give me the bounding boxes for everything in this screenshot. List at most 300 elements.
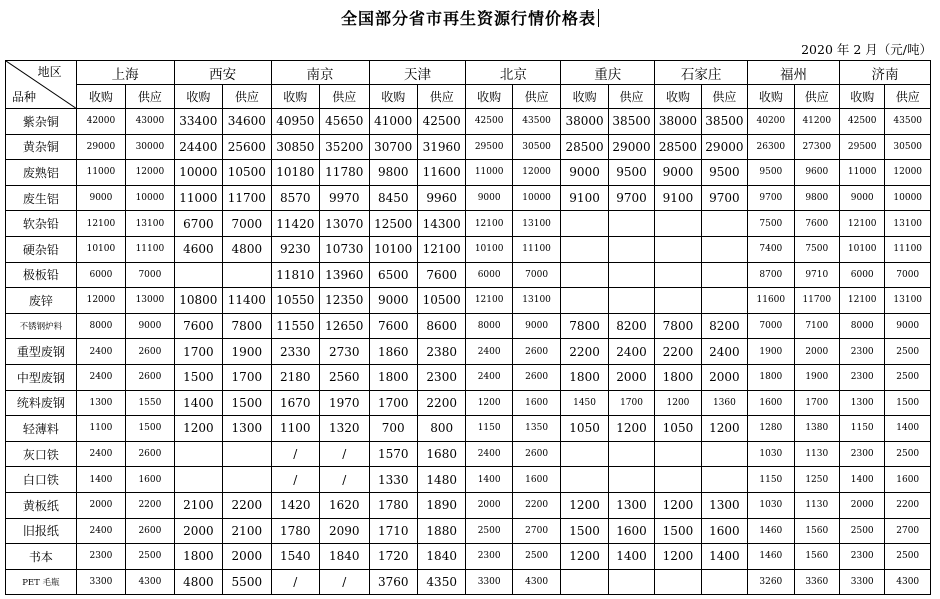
price-cell: 1150 bbox=[839, 416, 884, 442]
price-cell: 38500 bbox=[608, 109, 654, 135]
sell-subheader: 供应 bbox=[701, 85, 747, 109]
city-header: 西安 bbox=[174, 61, 271, 85]
price-cell bbox=[701, 569, 747, 595]
city-header: 上海 bbox=[76, 61, 174, 85]
price-cell: 1600 bbox=[512, 467, 560, 493]
price-cell: 2400 bbox=[701, 339, 747, 365]
text-cursor bbox=[598, 9, 599, 27]
price-cell: 8700 bbox=[748, 262, 794, 288]
corner-header bbox=[6, 61, 77, 109]
price-cell: 1680 bbox=[417, 441, 465, 467]
price-cell: 1350 bbox=[512, 416, 560, 442]
price-cell: 2000 bbox=[794, 339, 839, 365]
price-cell: 1500 bbox=[174, 364, 222, 390]
price-cell: 2560 bbox=[320, 364, 369, 390]
price-cell: 29000 bbox=[608, 134, 654, 160]
price-cell: 3360 bbox=[794, 569, 839, 595]
price-cell bbox=[561, 441, 608, 467]
price-cell: 800 bbox=[417, 416, 465, 442]
price-cell: 6000 bbox=[839, 262, 884, 288]
city-header: 重庆 bbox=[561, 61, 655, 85]
price-cell: 1050 bbox=[655, 416, 701, 442]
price-cell: 1600 bbox=[701, 518, 747, 544]
price-cell: 1710 bbox=[369, 518, 417, 544]
table-row bbox=[6, 339, 931, 365]
city-header: 福州 bbox=[748, 61, 840, 85]
price-cell: 1300 bbox=[608, 492, 654, 518]
price-cell: 14300 bbox=[417, 211, 465, 237]
price-cell: 38000 bbox=[655, 109, 701, 135]
price-cell: 12100 bbox=[839, 211, 884, 237]
price-cell bbox=[223, 467, 271, 493]
price-cell: 9500 bbox=[748, 160, 794, 186]
price-cell: 1500 bbox=[126, 416, 174, 442]
price-cell: 7500 bbox=[794, 236, 839, 262]
price-cell: 30700 bbox=[369, 134, 417, 160]
price-cell: 1600 bbox=[608, 518, 654, 544]
price-cell bbox=[561, 467, 608, 493]
price-cell: 13100 bbox=[512, 211, 560, 237]
price-cell: 12000 bbox=[512, 160, 560, 186]
sell-subheader: 供应 bbox=[512, 85, 560, 109]
price-cell: 1840 bbox=[320, 544, 369, 570]
price-cell: 4800 bbox=[223, 236, 271, 262]
price-cell: 1970 bbox=[320, 390, 369, 416]
price-cell: 45650 bbox=[320, 109, 369, 135]
price-cell: 38000 bbox=[561, 109, 608, 135]
price-cell: 41200 bbox=[794, 109, 839, 135]
sell-subheader: 供应 bbox=[320, 85, 369, 109]
price-cell: 10100 bbox=[369, 236, 417, 262]
price-cell: 9700 bbox=[748, 185, 794, 211]
table-row bbox=[6, 569, 931, 595]
price-cell bbox=[608, 262, 654, 288]
sell-subheader: 供应 bbox=[794, 85, 839, 109]
price-cell: 2200 bbox=[417, 390, 465, 416]
price-cell: 11100 bbox=[885, 236, 931, 262]
price-cell: 4300 bbox=[126, 569, 174, 595]
price-cell: 11780 bbox=[320, 160, 369, 186]
price-cell: 1500 bbox=[223, 390, 271, 416]
price-cell: 4350 bbox=[417, 569, 465, 595]
item-name: 统料废钢 bbox=[6, 390, 77, 416]
price-cell: 10180 bbox=[271, 160, 319, 186]
price-cell: 1550 bbox=[126, 390, 174, 416]
price-cell bbox=[701, 288, 747, 314]
price-cell: 1900 bbox=[748, 339, 794, 365]
price-cell: 2400 bbox=[76, 518, 125, 544]
price-cell: 4300 bbox=[885, 569, 931, 595]
price-cell: 7400 bbox=[748, 236, 794, 262]
price-cell: 4800 bbox=[174, 569, 222, 595]
price-cell: 1250 bbox=[794, 467, 839, 493]
price-cell: 41000 bbox=[369, 109, 417, 135]
price-cell bbox=[608, 467, 654, 493]
corner-region-label: 地区 bbox=[37, 65, 62, 79]
price-cell: 2600 bbox=[512, 364, 560, 390]
price-cell: 9000 bbox=[839, 185, 884, 211]
price-cell: 2000 bbox=[76, 492, 125, 518]
price-cell: 43500 bbox=[885, 109, 931, 135]
price-cell bbox=[174, 441, 222, 467]
price-cell: 1600 bbox=[885, 467, 931, 493]
price-cell: 2600 bbox=[512, 339, 560, 365]
price-table-body bbox=[6, 109, 931, 595]
price-cell: 1400 bbox=[76, 467, 125, 493]
price-cell bbox=[701, 441, 747, 467]
price-cell: 43500 bbox=[512, 109, 560, 135]
price-cell: 7800 bbox=[561, 313, 608, 339]
price-cell: 8570 bbox=[271, 185, 319, 211]
price-cell: 1600 bbox=[748, 390, 794, 416]
price-cell: 2400 bbox=[466, 339, 512, 365]
price-cell: 29500 bbox=[466, 134, 512, 160]
price-cell: 3300 bbox=[466, 569, 512, 595]
price-cell: 1400 bbox=[466, 467, 512, 493]
price-cell: 1200 bbox=[655, 390, 701, 416]
price-cell: 1800 bbox=[748, 364, 794, 390]
corner-item-label: 品种 bbox=[12, 90, 37, 104]
price-cell: 7600 bbox=[369, 313, 417, 339]
city-header: 石家庄 bbox=[655, 61, 748, 85]
page-title-text: 全国部分省市再生资源行情价格表 bbox=[340, 9, 596, 28]
price-table bbox=[5, 60, 931, 595]
price-cell: 11550 bbox=[271, 313, 319, 339]
sell-subheader: 供应 bbox=[126, 85, 174, 109]
price-cell: 10800 bbox=[174, 288, 222, 314]
price-cell: 8200 bbox=[608, 313, 654, 339]
price-cell: 1130 bbox=[794, 492, 839, 518]
price-cell: 8000 bbox=[466, 313, 512, 339]
price-cell: 30000 bbox=[126, 134, 174, 160]
buy-subheader: 收购 bbox=[174, 85, 222, 109]
price-cell: 7600 bbox=[794, 211, 839, 237]
price-cell: 9000 bbox=[466, 185, 512, 211]
price-cell: 1400 bbox=[885, 416, 931, 442]
price-cell: 7000 bbox=[885, 262, 931, 288]
price-cell: 1400 bbox=[701, 544, 747, 570]
price-cell: 1700 bbox=[794, 390, 839, 416]
price-cell: 10000 bbox=[126, 185, 174, 211]
price-cell: 11000 bbox=[839, 160, 884, 186]
price-cell: 1200 bbox=[174, 416, 222, 442]
table-row bbox=[6, 544, 931, 570]
price-cell: 29500 bbox=[839, 134, 884, 160]
price-cell: 1700 bbox=[223, 364, 271, 390]
price-cell: 2400 bbox=[466, 441, 512, 467]
price-cell bbox=[223, 262, 271, 288]
price-cell: 12100 bbox=[76, 211, 125, 237]
price-cell bbox=[608, 569, 654, 595]
price-cell: 13960 bbox=[320, 262, 369, 288]
price-cell: 9800 bbox=[369, 160, 417, 186]
price-cell: 1800 bbox=[561, 364, 608, 390]
item-name: 轻薄料 bbox=[6, 416, 77, 442]
item-name: PET 毛瓶 bbox=[6, 569, 77, 595]
price-cell: 1100 bbox=[271, 416, 319, 442]
price-cell: 13100 bbox=[885, 211, 931, 237]
price-cell: 1840 bbox=[417, 544, 465, 570]
price-cell: 2200 bbox=[885, 492, 931, 518]
header-row-cities bbox=[6, 61, 931, 85]
price-cell: 1030 bbox=[748, 492, 794, 518]
price-cell: 12000 bbox=[76, 288, 125, 314]
price-cell: 1860 bbox=[369, 339, 417, 365]
city-header: 北京 bbox=[466, 61, 561, 85]
price-cell: 1300 bbox=[701, 492, 747, 518]
price-cell: 7000 bbox=[748, 313, 794, 339]
buy-subheader: 收购 bbox=[655, 85, 701, 109]
price-cell: 1600 bbox=[126, 467, 174, 493]
price-cell: 9100 bbox=[655, 185, 701, 211]
price-cell: 10100 bbox=[466, 236, 512, 262]
price-cell: 2400 bbox=[608, 339, 654, 365]
price-cell bbox=[608, 441, 654, 467]
price-cell: 1780 bbox=[369, 492, 417, 518]
price-cell: 31960 bbox=[417, 134, 465, 160]
price-cell: 3260 bbox=[748, 569, 794, 595]
price-cell: 1880 bbox=[417, 518, 465, 544]
price-cell: 2000 bbox=[174, 518, 222, 544]
price-cell: 11600 bbox=[417, 160, 465, 186]
price-cell bbox=[561, 288, 608, 314]
price-cell: 1400 bbox=[608, 544, 654, 570]
price-cell: 11700 bbox=[223, 185, 271, 211]
price-cell: 4300 bbox=[512, 569, 560, 595]
item-name: 重型废钢 bbox=[6, 339, 77, 365]
city-header: 天津 bbox=[369, 61, 466, 85]
price-cell: 1420 bbox=[271, 492, 319, 518]
price-cell: 1200 bbox=[608, 416, 654, 442]
price-cell: 1670 bbox=[271, 390, 319, 416]
price-cell: / bbox=[271, 441, 319, 467]
buy-subheader: 收购 bbox=[748, 85, 794, 109]
table-row bbox=[6, 160, 931, 186]
price-cell: 2500 bbox=[126, 544, 174, 570]
table-row bbox=[6, 185, 931, 211]
price-cell: 11000 bbox=[174, 185, 222, 211]
price-cell: 26300 bbox=[748, 134, 794, 160]
price-cell: 2000 bbox=[839, 492, 884, 518]
price-cell: 38500 bbox=[701, 109, 747, 135]
item-name: 不锈钢炉料 bbox=[6, 313, 77, 339]
price-cell: 11420 bbox=[271, 211, 319, 237]
price-cell bbox=[561, 211, 608, 237]
table-row bbox=[6, 288, 931, 314]
buy-subheader: 收购 bbox=[271, 85, 319, 109]
price-cell: 5500 bbox=[223, 569, 271, 595]
price-cell: 2500 bbox=[885, 364, 931, 390]
price-cell: 2300 bbox=[839, 364, 884, 390]
price-cell bbox=[655, 288, 701, 314]
price-cell: 12100 bbox=[839, 288, 884, 314]
price-cell: 2100 bbox=[223, 518, 271, 544]
price-cell: 7100 bbox=[794, 313, 839, 339]
price-cell: 2300 bbox=[466, 544, 512, 570]
price-cell: 34600 bbox=[223, 109, 271, 135]
price-cell bbox=[223, 441, 271, 467]
price-cell: 8000 bbox=[76, 313, 125, 339]
price-cell: 9000 bbox=[655, 160, 701, 186]
price-cell: 27300 bbox=[794, 134, 839, 160]
price-cell: 30850 bbox=[271, 134, 319, 160]
price-cell: 2200 bbox=[655, 339, 701, 365]
price-cell: 1720 bbox=[369, 544, 417, 570]
table-row bbox=[6, 236, 931, 262]
price-cell: 2200 bbox=[512, 492, 560, 518]
price-cell: 1700 bbox=[608, 390, 654, 416]
price-cell: / bbox=[320, 441, 369, 467]
price-cell: 10100 bbox=[76, 236, 125, 262]
item-name: 中型废钢 bbox=[6, 364, 77, 390]
table-row bbox=[6, 109, 931, 135]
price-cell: 12100 bbox=[466, 288, 512, 314]
price-cell: 42500 bbox=[839, 109, 884, 135]
price-cell: 1560 bbox=[794, 544, 839, 570]
price-cell: 13070 bbox=[320, 211, 369, 237]
price-cell: 1130 bbox=[794, 441, 839, 467]
price-cell: 12100 bbox=[466, 211, 512, 237]
item-name: 旧报纸 bbox=[6, 518, 77, 544]
price-cell: 2500 bbox=[885, 544, 931, 570]
price-cell: 3300 bbox=[839, 569, 884, 595]
price-cell: 1460 bbox=[748, 544, 794, 570]
price-cell: 2300 bbox=[76, 544, 125, 570]
table-row bbox=[6, 313, 931, 339]
item-name: 废熟铝 bbox=[6, 160, 77, 186]
price-cell: 1570 bbox=[369, 441, 417, 467]
price-cell: 9500 bbox=[608, 160, 654, 186]
price-cell bbox=[174, 262, 222, 288]
price-cell: / bbox=[320, 467, 369, 493]
price-cell: 6000 bbox=[466, 262, 512, 288]
price-cell: 30500 bbox=[885, 134, 931, 160]
price-cell: 1200 bbox=[655, 544, 701, 570]
price-cell: 10000 bbox=[512, 185, 560, 211]
price-cell: 11600 bbox=[748, 288, 794, 314]
price-cell: 10500 bbox=[223, 160, 271, 186]
price-cell: 28500 bbox=[561, 134, 608, 160]
price-cell: / bbox=[271, 569, 319, 595]
price-cell: 10000 bbox=[885, 185, 931, 211]
table-row bbox=[6, 492, 931, 518]
price-cell bbox=[561, 569, 608, 595]
price-cell: 7000 bbox=[223, 211, 271, 237]
price-cell: 1200 bbox=[466, 390, 512, 416]
price-cell: 9600 bbox=[794, 160, 839, 186]
price-cell: 6500 bbox=[369, 262, 417, 288]
price-cell: 6700 bbox=[174, 211, 222, 237]
item-name: 紫杂铜 bbox=[6, 109, 77, 135]
price-cell: 1380 bbox=[794, 416, 839, 442]
table-row bbox=[6, 364, 931, 390]
price-cell: 1330 bbox=[369, 467, 417, 493]
price-cell: 2400 bbox=[76, 441, 125, 467]
price-cell: 13100 bbox=[885, 288, 931, 314]
item-name: 黄板纸 bbox=[6, 492, 77, 518]
item-name: 黄杂铜 bbox=[6, 134, 77, 160]
table-row bbox=[6, 518, 931, 544]
price-cell: 12000 bbox=[126, 160, 174, 186]
price-cell: 3300 bbox=[76, 569, 125, 595]
price-cell: 42500 bbox=[417, 109, 465, 135]
buy-subheader: 收购 bbox=[369, 85, 417, 109]
price-cell: 11100 bbox=[126, 236, 174, 262]
price-cell: 1100 bbox=[76, 416, 125, 442]
price-cell: 29000 bbox=[701, 134, 747, 160]
price-cell: 7000 bbox=[512, 262, 560, 288]
price-cell: 1400 bbox=[174, 390, 222, 416]
price-cell bbox=[655, 211, 701, 237]
price-cell bbox=[701, 236, 747, 262]
price-cell: 11000 bbox=[76, 160, 125, 186]
price-cell: 1050 bbox=[561, 416, 608, 442]
price-cell: 6000 bbox=[76, 262, 125, 288]
price-cell: 1200 bbox=[701, 416, 747, 442]
price-cell: 1620 bbox=[320, 492, 369, 518]
table-row bbox=[6, 211, 931, 237]
price-cell: 25600 bbox=[223, 134, 271, 160]
price-cell: / bbox=[271, 467, 319, 493]
price-cell: 1030 bbox=[748, 441, 794, 467]
price-cell: 30500 bbox=[512, 134, 560, 160]
price-cell: 42000 bbox=[76, 109, 125, 135]
city-header: 济南 bbox=[839, 61, 930, 85]
price-cell: 12650 bbox=[320, 313, 369, 339]
table-row bbox=[6, 441, 931, 467]
price-cell: 9230 bbox=[271, 236, 319, 262]
price-cell: 2500 bbox=[466, 518, 512, 544]
item-name: 白口铁 bbox=[6, 467, 77, 493]
price-cell: 7600 bbox=[417, 262, 465, 288]
price-cell: 42500 bbox=[466, 109, 512, 135]
price-cell: 2400 bbox=[76, 339, 125, 365]
sell-subheader: 供应 bbox=[608, 85, 654, 109]
price-cell: 2600 bbox=[126, 364, 174, 390]
buy-subheader: 收购 bbox=[839, 85, 884, 109]
table-row bbox=[6, 416, 931, 442]
price-cell: 1400 bbox=[839, 467, 884, 493]
price-cell: 2200 bbox=[126, 492, 174, 518]
price-cell bbox=[608, 288, 654, 314]
city-header: 南京 bbox=[271, 61, 369, 85]
price-cell: 10550 bbox=[271, 288, 319, 314]
price-cell bbox=[174, 467, 222, 493]
price-cell: 2000 bbox=[466, 492, 512, 518]
buy-subheader: 收购 bbox=[561, 85, 608, 109]
price-cell: 1200 bbox=[561, 544, 608, 570]
price-cell bbox=[701, 262, 747, 288]
price-cell bbox=[701, 467, 747, 493]
price-cell: 2300 bbox=[839, 544, 884, 570]
price-cell: 2200 bbox=[223, 492, 271, 518]
price-cell: 1300 bbox=[839, 390, 884, 416]
price-cell: 2700 bbox=[885, 518, 931, 544]
price-cell: 13100 bbox=[512, 288, 560, 314]
price-cell: 9000 bbox=[561, 160, 608, 186]
price-cell: 12000 bbox=[885, 160, 931, 186]
price-cell: 2000 bbox=[701, 364, 747, 390]
price-cell: 1320 bbox=[320, 416, 369, 442]
price-cell: 1800 bbox=[369, 364, 417, 390]
price-cell: 3760 bbox=[369, 569, 417, 595]
price-cell: 28500 bbox=[655, 134, 701, 160]
price-cell: 1600 bbox=[512, 390, 560, 416]
price-cell: 8200 bbox=[701, 313, 747, 339]
price-cell: 2400 bbox=[466, 364, 512, 390]
price-cell: 2500 bbox=[839, 518, 884, 544]
price-cell: 10730 bbox=[320, 236, 369, 262]
